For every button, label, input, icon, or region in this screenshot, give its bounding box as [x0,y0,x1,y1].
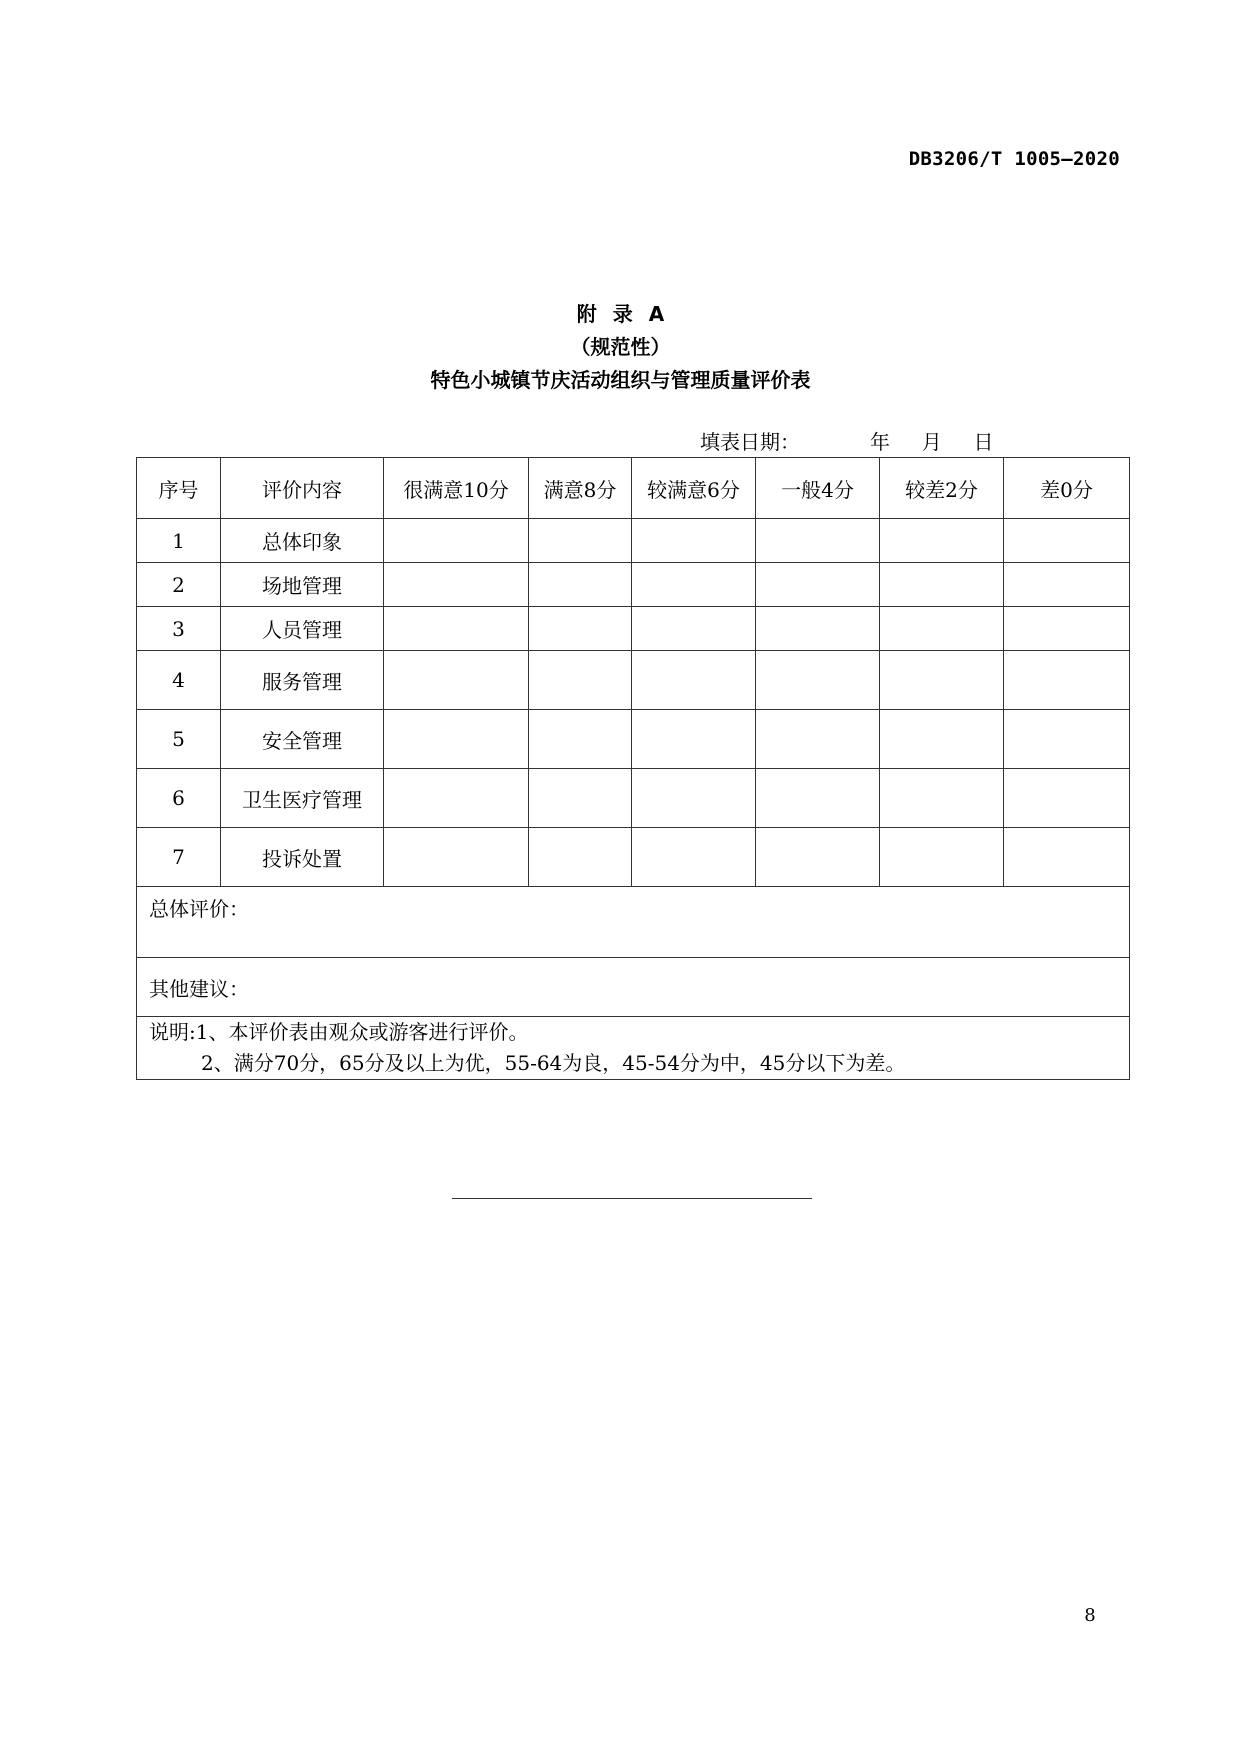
score-cell[interactable] [880,519,1004,563]
row-item: 总体印象 [221,519,384,563]
row-number: 1 [137,519,221,563]
appendix-title: 附录A [576,302,681,326]
row-item: 安全管理 [221,710,384,769]
row-item: 卫生医疗管理 [221,769,384,828]
score-cell[interactable] [756,651,880,710]
score-cell[interactable] [1004,519,1130,563]
col-header-average: 一般4分 [756,458,880,519]
fill-date-day: 日 [973,430,994,454]
table-row [137,563,1130,607]
score-cell[interactable] [384,519,529,563]
score-cell[interactable] [1004,828,1130,887]
appendix-nature: （规范性） [570,335,671,359]
other-suggestions-field[interactable] [137,958,1130,1017]
row-number: 3 [137,607,221,651]
score-cell[interactable] [632,828,756,887]
score-cell[interactable] [756,769,880,828]
score-cell[interactable] [632,769,756,828]
score-cell[interactable] [529,563,632,607]
row-item: 投诉处置 [221,828,384,887]
table-row [137,607,1130,651]
other-suggestions-row [137,958,1130,1017]
score-cell[interactable] [529,769,632,828]
fill-date-line [700,426,1100,455]
score-cell[interactable] [632,710,756,769]
fill-date-year: 年 [869,430,890,454]
table-row [137,710,1130,769]
score-cell[interactable] [632,563,756,607]
score-cell[interactable] [632,519,756,563]
score-cell[interactable] [1004,607,1130,651]
score-cell[interactable] [880,607,1004,651]
other-suggestions-label: 其他建议： [149,976,249,1001]
note-line-2: 2、满分70分，65分及以上为优，55-64为良，45-54分为中，45分以下为差。 [201,1051,906,1075]
score-cell[interactable] [1004,563,1130,607]
table-row [137,769,1130,828]
score-cell[interactable] [384,651,529,710]
score-cell[interactable] [529,828,632,887]
col-header-item: 评价内容 [221,458,384,519]
row-number: 6 [137,769,221,828]
score-cell[interactable] [384,563,529,607]
score-cell[interactable] [632,607,756,651]
row-number: 5 [137,710,221,769]
col-header-very-satisfied: 很满意10分 [384,458,529,519]
score-cell[interactable] [756,519,880,563]
document-code: DB3206/T 1005—2020 [908,148,1120,170]
col-header-no: 序号 [137,458,221,519]
score-cell[interactable] [1004,769,1130,828]
score-cell[interactable] [880,769,1004,828]
score-cell[interactable] [880,563,1004,607]
notes-row [137,1017,1130,1080]
row-number: 7 [137,828,221,887]
score-cell[interactable] [529,651,632,710]
score-cell[interactable] [529,607,632,651]
score-cell[interactable] [384,769,529,828]
row-item: 场地管理 [221,563,384,607]
overall-evaluation-field[interactable] [137,887,1130,958]
score-cell[interactable] [384,828,529,887]
note-line-1: 说明:1、本评价表由观众或游客进行评价。 [149,1020,529,1044]
evaluation-table [136,457,1130,1080]
table-row [137,519,1130,563]
score-cell[interactable] [756,563,880,607]
score-cell[interactable] [1004,651,1130,710]
row-number: 4 [137,651,221,710]
table-title: 特色小城镇节庆活动组织与管理质量评价表 [430,368,811,392]
row-number: 2 [137,563,221,607]
end-rule [452,1198,812,1199]
overall-evaluation-row [137,887,1130,958]
score-cell[interactable] [756,710,880,769]
col-header-bad: 差0分 [1004,458,1130,519]
table-header-row [137,458,1130,519]
score-cell[interactable] [880,651,1004,710]
score-cell[interactable] [384,710,529,769]
col-header-satisfied: 满意8分 [529,458,632,519]
overall-evaluation-label: 总体评价： [149,897,249,921]
score-cell[interactable] [632,651,756,710]
row-item: 人员管理 [221,607,384,651]
score-cell[interactable] [384,607,529,651]
score-cell[interactable] [880,828,1004,887]
col-header-poor: 较差2分 [880,458,1004,519]
fill-date-label: 填表日期： [700,430,800,454]
page-number: 8 [1084,1605,1096,1626]
table-row [137,651,1130,710]
row-item: 服务管理 [221,651,384,710]
score-cell[interactable] [1004,710,1130,769]
table-row [137,828,1130,887]
score-cell[interactable] [880,710,1004,769]
score-cell[interactable] [529,710,632,769]
fill-date-month: 月 [921,430,942,454]
score-cell[interactable] [756,828,880,887]
score-cell[interactable] [756,607,880,651]
notes-cell [137,1017,1130,1080]
col-header-fairly-satisfied: 较满意6分 [632,458,756,519]
title-block [0,298,1241,397]
score-cell[interactable] [529,519,632,563]
